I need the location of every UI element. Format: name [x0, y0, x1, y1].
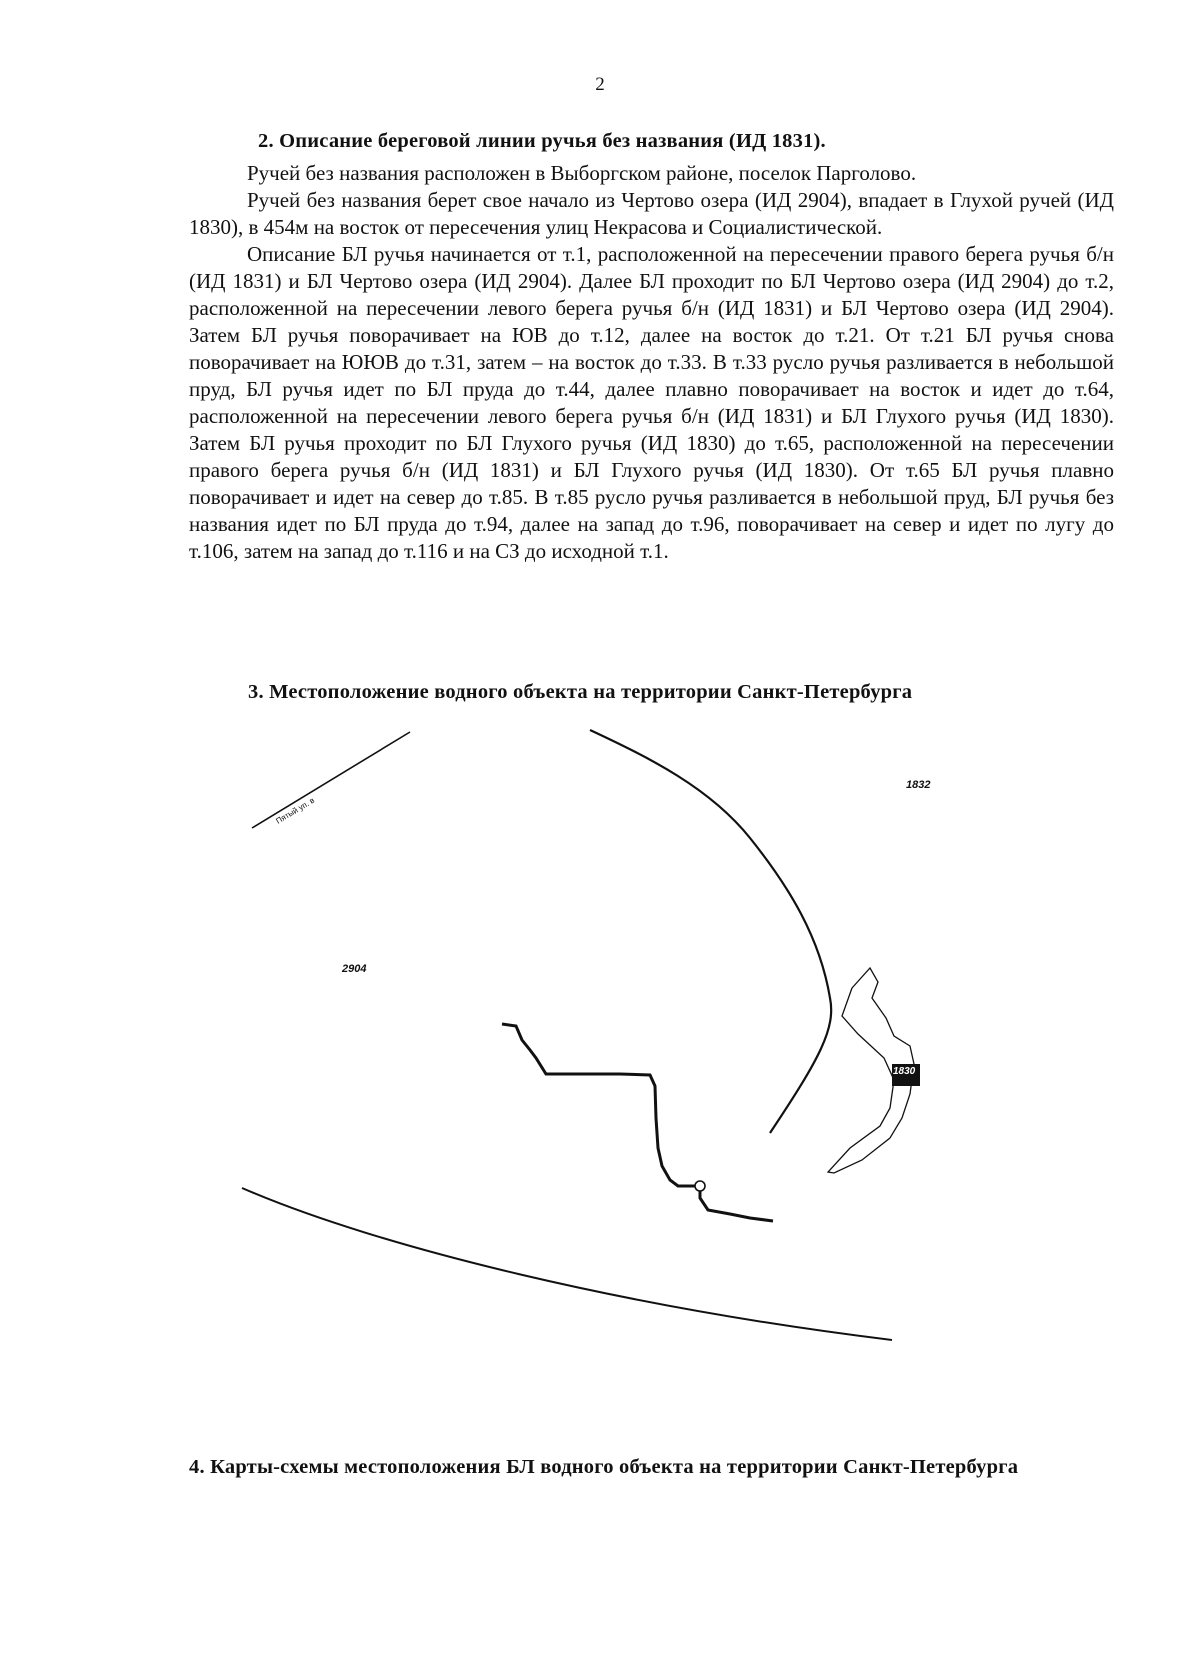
label-1830: 1830	[893, 1066, 916, 1077]
page-number: 2	[595, 74, 605, 95]
stream-1831	[502, 1024, 773, 1221]
paragraph-location: Ручей без названия расположен в Выборгском районе, поселок Парголово.	[247, 161, 917, 185]
pond-marker	[695, 1181, 705, 1191]
label-2904: 2904	[342, 963, 367, 975]
location-map	[230, 728, 990, 1428]
section-4-heading: 4. Карты-схемы местоположения БЛ водного объекта на территории Санкт-Петербурга	[189, 1456, 1019, 1478]
street-line	[252, 732, 410, 828]
street-label: Пятый уп. в	[274, 795, 317, 826]
label-1832: 1832	[906, 779, 931, 791]
road-line	[242, 1188, 892, 1340]
section-3-heading: 3. Местоположение водного объекта на территории Санкт-Петербурга	[248, 681, 913, 703]
section-2-body	[189, 160, 1114, 565]
lake-2904-shoreline	[590, 730, 831, 1133]
section-2-heading: 2. Описание береговой линии ручья без названия (ИД 1831).	[258, 130, 826, 152]
paragraph-source: Ручей без названия берет свое начало из Чертово озера (ИД 2904), впадает в Глухой ручей (ИД 1830), в 454м на восток от пересечения улиц Некрасова и Социалистической.	[189, 188, 1114, 239]
paragraph-description: Описание БЛ ручья начинается от т.1, расположенной на пересечении правого берега ручья б/н (ИД 1831) и БЛ Чертово озера (ИД 2904). Далее БЛ проходит по БЛ Чертово озера (ИД 2904) до т.2, расположенной на пересечении левого берега ручья б/н (ИД 1831) и БЛ Чертово озера (ИД 2904). Затем БЛ ручья поворачивает на ЮВ до т.12, далее на восток до т.21. От т.21 БЛ ручья снова поворачивает на ЮЮВ до т.31, затем – на восток до т.33. В т.33 русло ручья разливается в небольшой пруд, БЛ ручья идет по БЛ пруда до т.44, далее плавно поворачивает на восток и идет до т.64, расположенной на пересечении левого берега ручья б/н (ИД 1831) и БЛ Глухого ручья (ИД 1830). Затем БЛ ручья проходит по БЛ Глухого ручья (ИД 1830) до т.65, расположенной на пересечении правого берега ручья б/н (ИД 1831) и БЛ Глухого ручья (ИД 1830). От т.65 БЛ ручья плавно поворачивает и идет на север до т.85. В т.85 русло ручья разливается в небольшой пруд, БЛ ручья без названия идет по БЛ пруда до т.94, далее на запад до т.96, поворачивает на север и идет по лугу до т.106, затем на запад до т.116 и на СЗ до исходной т.1.	[189, 242, 1114, 563]
